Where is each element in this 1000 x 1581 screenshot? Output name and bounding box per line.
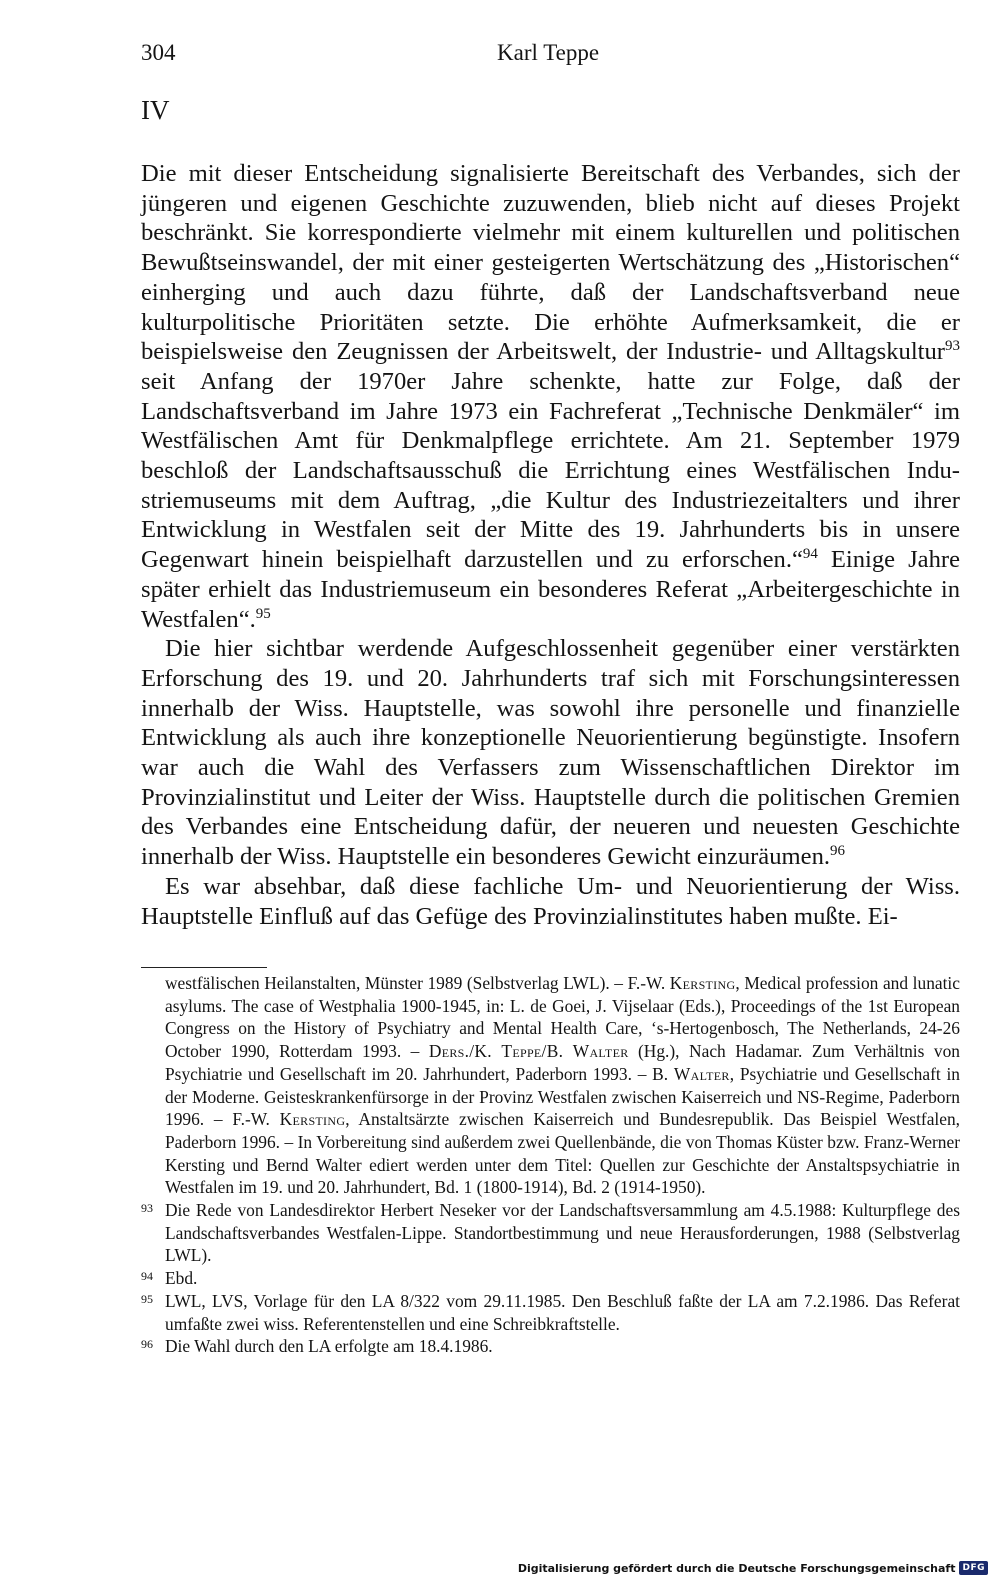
digitization-notice	[518, 1561, 988, 1575]
paragraph-1	[141, 159, 960, 634]
footnote-text: Die Rede von Landesdirektor Herbert Neseker vor der Landschaftsversammlung am 4.5.1988: Kulturpflege des Landschaftsverbandes Westfalen-Lippe. Standortbestimmung und neue Herausforderungen, 1988 (Selbstverlag LWL).	[165, 1200, 960, 1266]
footnote-ref-96[interactable]: 96	[830, 843, 846, 860]
footnote-text: Die Wahl durch den LA erfolgte am 18.4.1986.	[165, 1336, 493, 1357]
footnote-93	[141, 1199, 960, 1267]
paragraph-2	[141, 634, 960, 872]
footnotes	[141, 972, 960, 1358]
footnote-95	[141, 1290, 960, 1335]
paragraph-3	[141, 872, 960, 931]
footnote-continuation	[165, 972, 960, 1199]
body-text	[141, 159, 960, 931]
author-name: Kersting	[669, 973, 736, 993]
footnote-ref-93[interactable]: 93	[945, 338, 960, 355]
dfg-logo: DFG	[959, 1561, 988, 1575]
footnote-number: 94	[141, 1269, 153, 1284]
footnote-text: (Hg.), Nach Hadamar. Zum Verhältnis von Psychiatrie und Gesellschaft im 20. Jahrhundert, Paderborn 1993. – B.	[165, 1041, 960, 1084]
footnote-text: Ebd.	[165, 1268, 198, 1289]
footnote-96	[141, 1335, 960, 1358]
author-name: Kersting	[279, 1109, 346, 1130]
footnote-number: 95	[141, 1291, 153, 1306]
footnote-number: 96	[141, 1337, 153, 1352]
author-name: Walter	[673, 1063, 730, 1084]
section-heading: IV	[141, 95, 170, 125]
paragraph-text: Einige Jahre später erhielt das Industriemuseum ein besonderes Referat „Arbeitergeschichte in Westfalen“.	[141, 546, 960, 633]
footnote-text: westfälischen Heilanstalten, Münster 1989 (Selbstverlag LWL). – F.-W.	[165, 973, 670, 993]
footnote-ref-94[interactable]: 94	[802, 546, 818, 563]
running-head: Karl Teppe	[497, 40, 600, 65]
footnote-text: , Anstaltsärzte zwischen Kaiserreich und Bundesrepublik. Das Beispiel Westfalen, Paderborn 1996. – In Vorbereitung sind außerdem zwei Quellenbände, die von Thomas Küster bzw. Franz-Werner Kersting und Bernd Walter ediert werden unter dem Titel: Quellen zur Geschichte der Anstaltspsychiatrie in Westfalen im 19. und 20. Jahrhundert, Bd. 1 (1800-1914), Bd. 2 (1914-1950).	[165, 1109, 961, 1198]
footnote-text: , Psychiatrie und Gesellschaft in der Moderne. Geisteskrankenfürsorge in der Provinz Westfalen zwischen Kaiserreich und NS-Regime, Paderborn 1996. – F.-W.	[165, 1063, 960, 1130]
digitization-text: Digitalisierung gefördert durch die Deutsche Forschungsgemeinschaft	[517, 1561, 956, 1575]
paragraph-text: seit Anfang der 1970er Jahre schenkte, hatte zur Folge, daß der Landschaftsverband im Jahre 1973 ein Fachreferat „Technische Denkmäler“ im Westfälischen Amt für Denkmalpflege errichtete. Am 21. September 1979 beschloß der Landschaftsausschuß die Errichtung eines Westfälischen Industriemuseums mit dem Auftrag, „die Kultur des Industriezeitalters und ihrer Entwicklung in Westfalen seit der Mitte des 19. Jahrhunderts bis in unsere Gegenwart hinein beispielhaft darzustellen und zu erforschen.“	[141, 367, 960, 574]
footnote-text: LWL, LVS, Vorlage für den LA 8/322 vom 29.11.1985. Den Beschluß faßte der LA am 7.2.1986. Das Referat umfaßte zwei wiss. Referentenstellen und eine Schreibkraftstelle.	[165, 1290, 960, 1334]
page-number: 304	[141, 40, 176, 65]
author-name: Ders./K. Teppe/B. Walter	[428, 1041, 629, 1062]
footnote-ref-95[interactable]: 95	[255, 605, 271, 622]
paragraph-text: Die mit dieser Entscheidung signalisierte Bereitschaft des Verbandes, sich der jüngeren und eigenen Geschichte zuzuwenden, blieb nicht auf dieses Projekt beschränkt. Sie korrespondierte vielmehr mit einem kulturellen und politischen Bewußtseinswandel, der mit einer gesteigerten Wertschätzung des „Historischen“ einherging und auch dazu führte, daß der Landschaftsverband neue kulturpolitische Prioritäten setzte. Die erhöhte Aufmerksamkeit, die er beispielsweise den Zeugnissen der Arbeitswelt, der Industrie- und Alltagskultur	[141, 160, 960, 366]
page-header	[141, 40, 960, 72]
footnote-text: , Medical profession and lunatic asylums. The case of Westphalia 1900-1945, in: L. de Goei, J. Vijselaar (Eds.), Proceedings of the 1st European Congress on the History of Psychiatry and Mental Health Care, ‘s-Hertogenbosch, The Netherlands, 24-26 October 1990, Rotterdam 1993. –	[165, 973, 960, 1062]
paragraph-text: Es war absehbar, daß diese fachliche Um- und Neuorientierung der Wiss. Hauptstelle Einfluß auf das Gefüge des Provinzialinstitutes haben mußte. Ei-	[141, 872, 960, 930]
footnote-number: 93	[141, 1201, 153, 1216]
footnote-94	[141, 1267, 960, 1290]
paragraph-text: Die hier sichtbar werdende Aufgeschlossenheit gegenüber einer verstärkten Erforschung des 19. und 20. Jahrhunderts traf sich mit Forschungsinteressen innerhalb der Wiss. Hauptstelle, was sowohl ihre personelle und finanzielle Entwicklung als auch ihre konzeptionelle Neuorientierung begünstigte. Insofern war auch die Wahl des Verfassers zum Wissenschaftlichen Direktor im Provinzialinstitut und Leiter der Wiss. Hauptstelle durch die politischen Gremien des Verbandes eine Entscheidung dafür, der neueren und neuesten Geschichte innerhalb der Wiss. Hauptstelle ein besonderes Gewicht einzuräumen.	[141, 635, 960, 871]
footnote-ref-group	[945, 338, 960, 365]
footnote-separator	[141, 967, 267, 968]
